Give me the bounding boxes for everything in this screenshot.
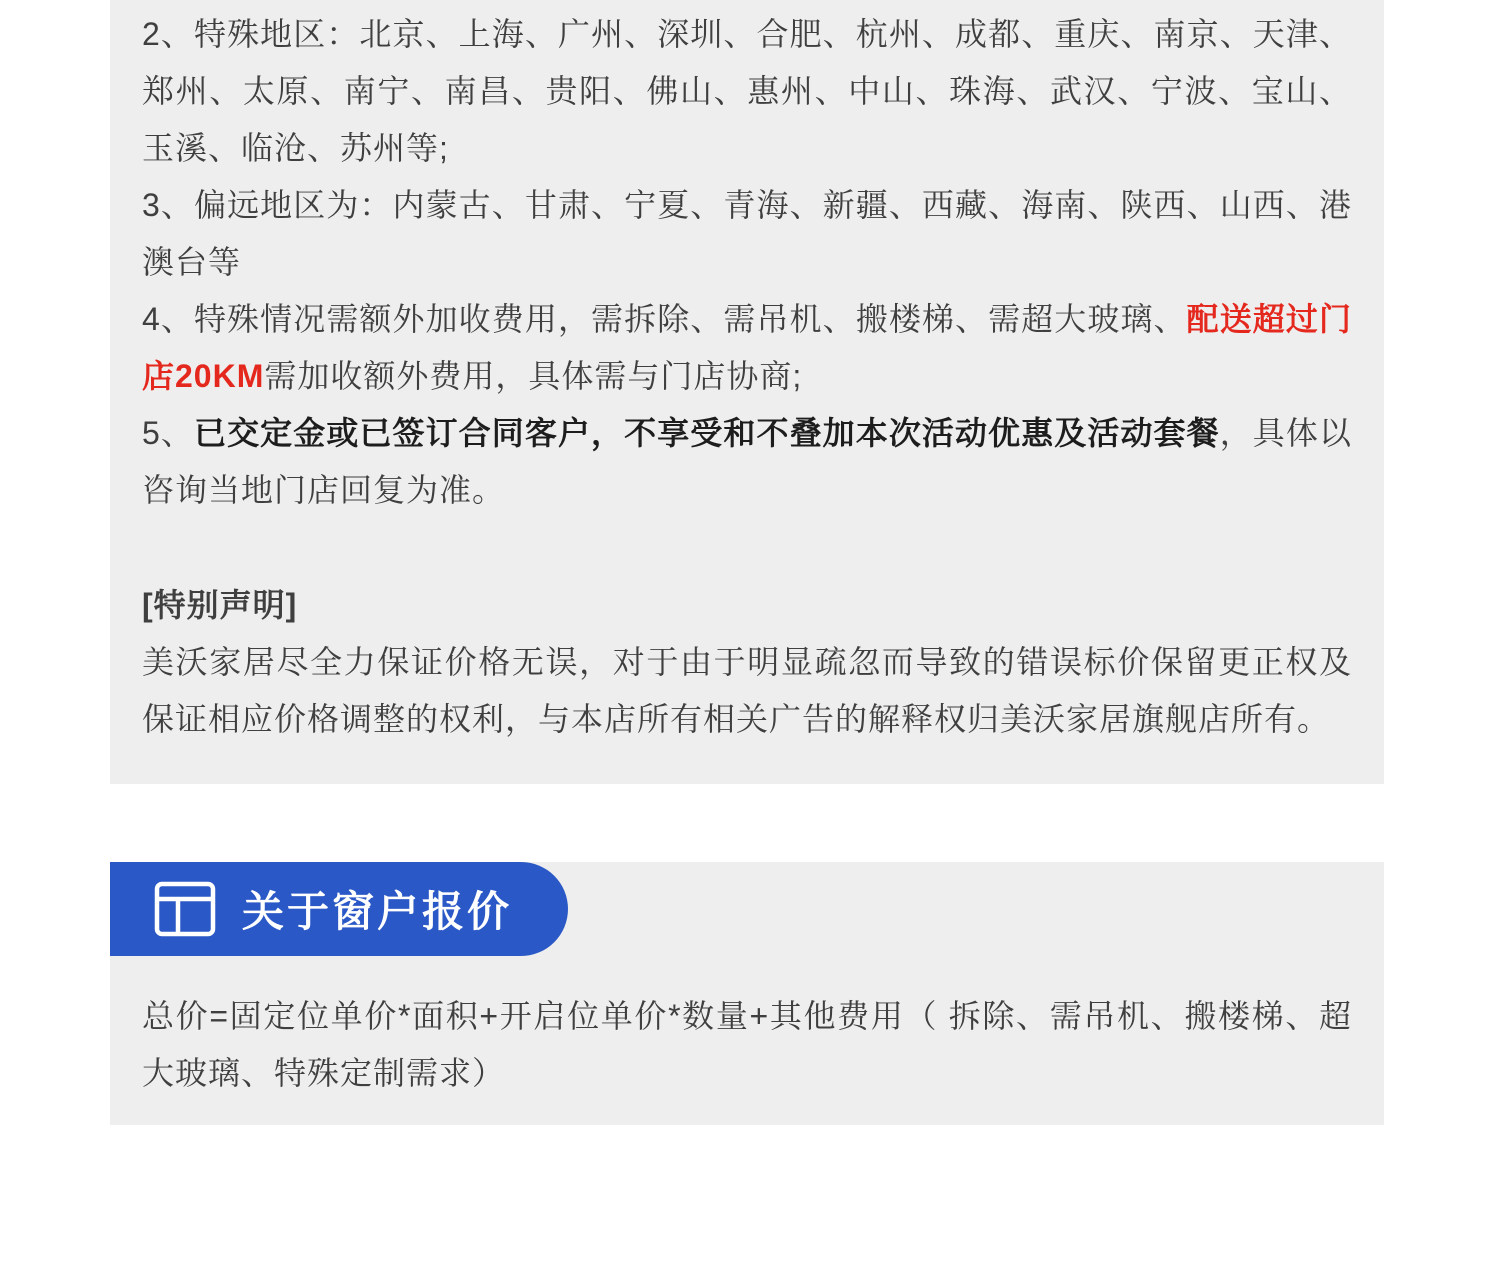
text-segment: 2、特殊地区：北京、上海、广州、深圳、合肥、杭州、成都、重庆、南京、天津、郑州、太原、南宁、南昌、贵阳、佛山、惠州、中山、珠海、武汉、宁波、宝山、玉溪、临沧、苏州等; [142,16,1352,166]
text-segment: 已交定金或已签订合同客户，不享受和不叠加本次活动优惠及活动套餐 [193,415,1220,451]
text-segment: 4、特殊情况需额外加收费用，需拆除、需吊机、搬楼梯、需超大玻璃、 [142,301,1187,337]
window-quote-banner-title: 关于窗户报价 [242,888,513,935]
window-quote-banner [110,862,568,956]
notice-item-remote-regions [142,177,1352,291]
special-statement-body: 美沃家居尽全力保证价格无误，对于由于明显疏忽而导致的错误标价保留更正权及保证相应价格调整的权利，与本店所有相关广告的解释权归美沃家居旗舰店所有。 [142,644,1352,737]
notice-item-special-regions [142,6,1352,177]
window-layout-icon [154,881,216,937]
text-segment: 配送超过门店20KM [142,301,1352,394]
notice-item-extra-fees [142,291,1352,405]
special-statement-heading: [特别声明] [142,587,298,623]
window-quote-formula: 总价=固定位单价*面积+开启位单价*数量+其他费用（ 拆除、需吊机、搬楼梯、超大玻璃、特殊定制需求） [142,998,1352,1091]
delivery-notice-text [142,6,1352,748]
text-segment: 5、 [142,415,194,451]
window-quote-body [142,988,1352,1102]
delivery-notice-panel [110,0,1384,784]
text-segment: 3、偏远地区为：内蒙古、甘肃、宁夏、青海、新疆、西藏、海南、陕西、山西、港澳台等 [142,187,1352,280]
notice-item-deposit-contract [142,405,1352,519]
window-quote-panel [110,862,1384,1125]
text-segment: ，具体以咨询当地门店回复为准。 [142,415,1352,508]
text-segment: 需加收额外费用，具体需与门店协商; [264,358,803,394]
